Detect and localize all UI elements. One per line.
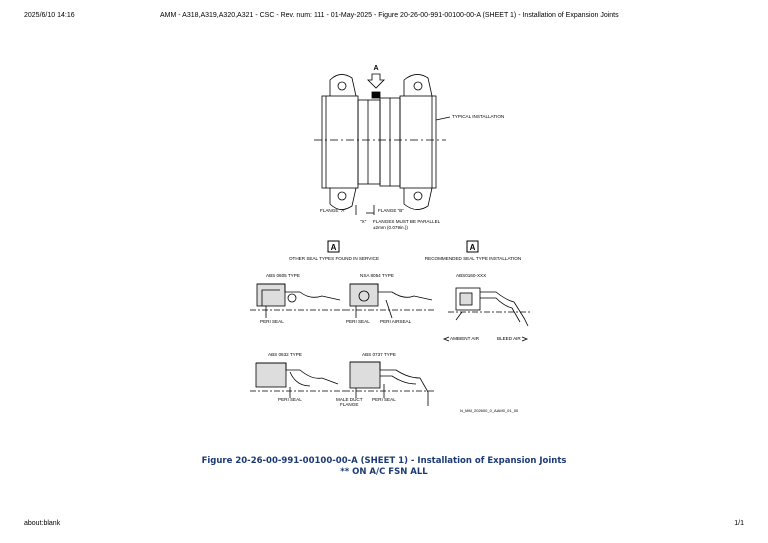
view-a-badge-left-text: A [330,243,337,252]
dim-x-label: "X" [360,219,367,224]
footer-url: about:blank [24,520,61,527]
figure-caption-title: Figure 20-26-00-991-00100-00-A (SHEET 1) - Installation of Expansion Joints [201,456,567,466]
parallel-note-line1: FLANGES MUST BE PARALLEL [373,219,441,224]
typical-installation-label: TYPICAL INSTALLATION [452,114,505,119]
abs0632-type-label: ABS 0632 TYPE [268,352,302,357]
view-arrow-label: A [373,65,379,72]
print-timestamp: 2025/6/10 14:16 [24,12,75,19]
footer-page-count: 1/1 [734,520,744,527]
male-duct-label-line1: MALE DUCT [336,397,363,402]
male-duct-label-line2: FLANGE [340,402,359,407]
abs0737-type-label: ABS 0737 TYPE [362,352,396,357]
figure-caption-effectivity: ** ON A/C FSN ALL [340,467,428,477]
seal-section-abs0632 [250,363,345,398]
seal-section-abs0160 [444,288,530,341]
figure-caption [0,456,768,478]
peri-seal-label-4: PERI SEAL [372,397,396,402]
other-seal-types-label: OTHER SEAL TYPES FOUND IN SERVICE [288,256,380,261]
peri-seal-label-3: PERI SEAL [278,397,302,402]
flange-a-label: FLANGE "A" [320,208,346,213]
seal-section-nsa8054 [344,284,436,318]
peri-seal-label-1: PERI SEAL [260,319,284,324]
peri-seal-label-2: PERI SEAL [346,319,370,324]
page-title: AMM - A318,A319,A320,A321 - CSC - Rev. num: 111 - 01-May-2025 - Figure 20-26-00-991-00100-00-A (SHEET 1) - Installation of Expansion Joints [160,12,619,19]
bleed-air-label: BLEED AIR [497,336,521,341]
nsa8054-type-label: NSA 8054 TYPE [360,273,394,278]
abs0160-type-label: ABS0160-XXX [456,273,487,278]
view-a-badge-right-text: A [469,243,476,252]
peri-airseal-label: PERI AIRSEAL [380,319,412,324]
flange-b-label: FLANGE "B" [378,208,404,213]
typical-installation-drawing [314,74,450,215]
parallel-note-line2: ±2mm (0.079in.)) [373,225,408,230]
abs0605-type-label: ABS 0605 TYPE [266,273,300,278]
recommended-seal-label: RECOMMENDED SEAL TYPE INSTALLATION [424,256,522,261]
drawing-reference: N_MM_202600_0_AAM0_01_00 [460,408,519,413]
ambient-air-label: AMBIENT AIR [450,336,480,341]
seal-section-abs0605 [250,284,345,318]
